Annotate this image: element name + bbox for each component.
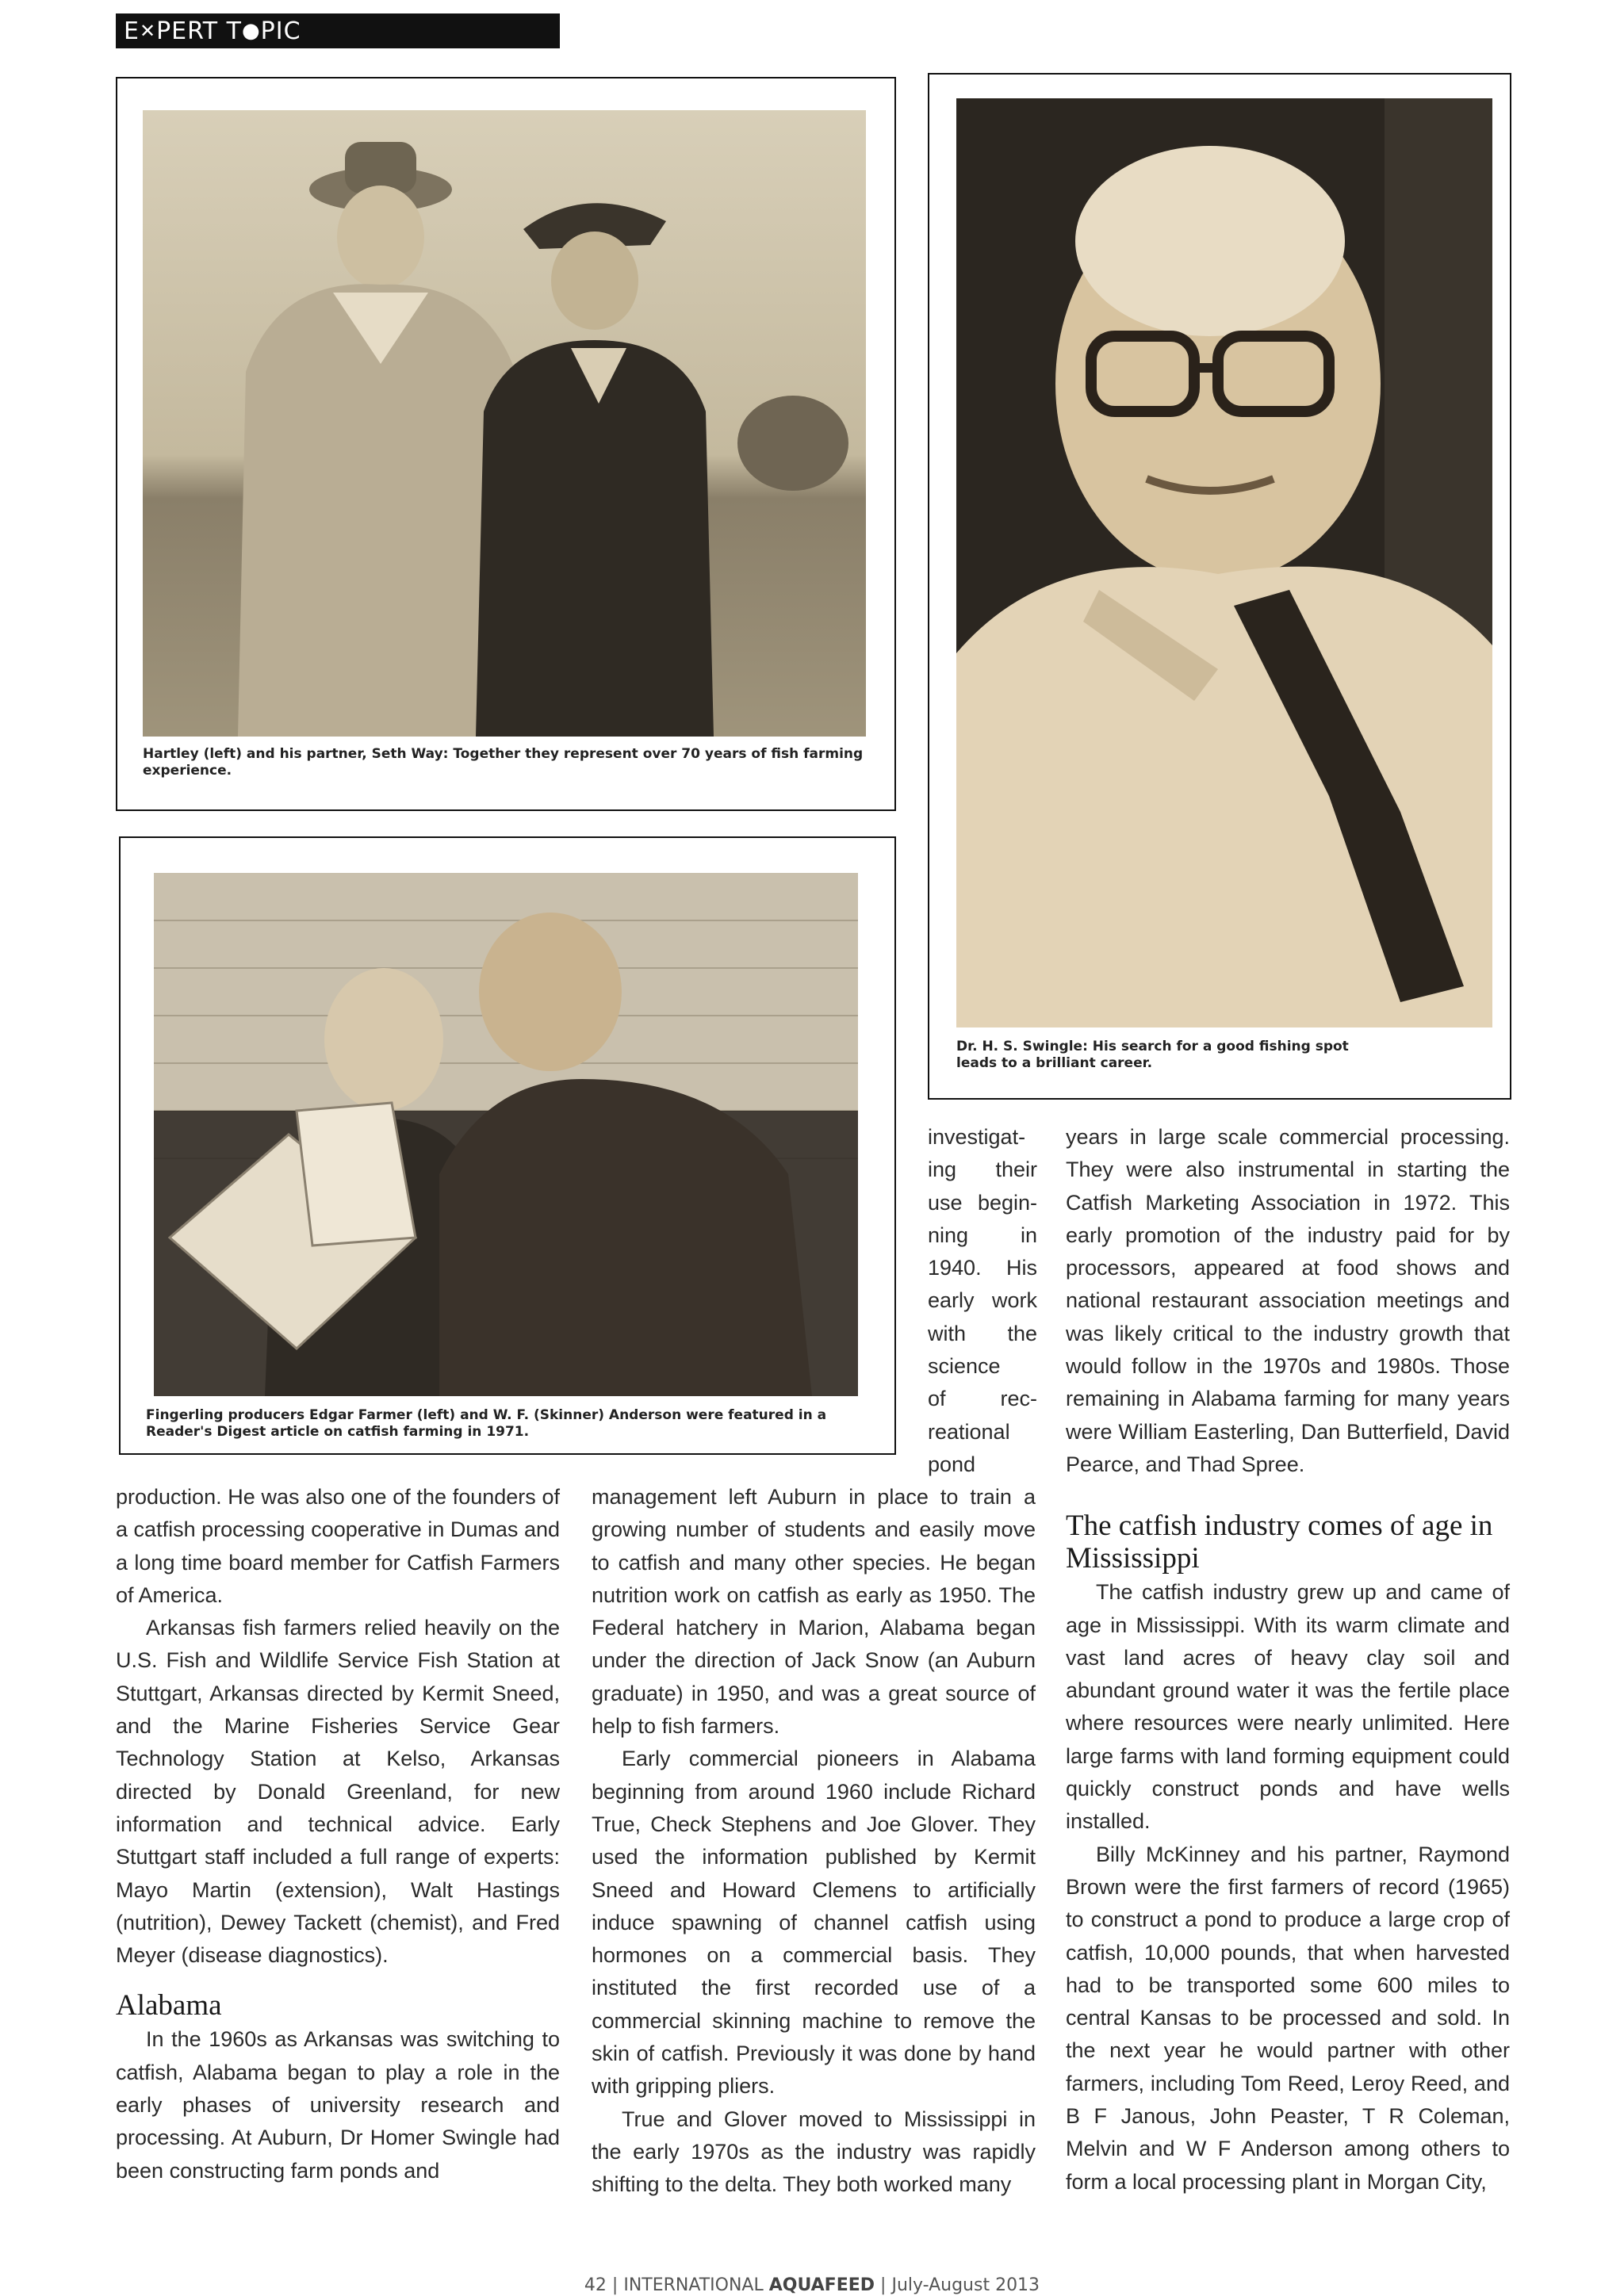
photo-swingle-illustration (956, 98, 1492, 1027)
topic-suffix: PIC (260, 17, 301, 45)
topic-o-icon: ● (241, 19, 261, 43)
expert-topic-header (116, 13, 560, 48)
narrow-line: reational (928, 1419, 1010, 1444)
col3-paragraph-1: years in large scale commercial processing. They were also instrumental in starting the Catfish Marketing Association in 1972. This early promotion of the industry paid for by processors, appeared at food shows and national restaurant association meetings and was likely critical to the industry growth that would follow in the 1970s and 1980s. Those remaining in Alabama farming for many years were William Easterling, Dan Butterfield, David Pearce, and Thad Spree. (1066, 1125, 1510, 1476)
col2-paragraph-3: True and Glover moved to Mississippi in the early 1970s as the industry was rapidly shifting to the delta. They both worked many (592, 2107, 1036, 2197)
col1-paragraph-1: production. He was also one of the founders of a catfish processing cooperative in Dumas and a long time board member for Catfish Farmers of America. (116, 1485, 560, 1607)
photo-farmer-anderson-illustration (154, 873, 858, 1396)
page-number: 42 (584, 2275, 607, 2295)
magazine-name-b: AQUAFEED (768, 2275, 875, 2295)
caption-photo2: Dr. H. S. Swingle: His search for a good fishing spot leads to a brilliant career. (956, 1039, 1349, 1071)
topic-prefix: E (124, 17, 140, 45)
column-2 (592, 1481, 1036, 2202)
photo-hartley-seth-way (143, 110, 866, 737)
column-3 (1066, 1121, 1510, 2198)
heading-alabama: Alabama (116, 1989, 222, 2022)
narrow-line: use begin- (928, 1190, 1037, 1215)
col1-paragraph-2: Arkansas fish farmers relied heavily on the U.S. Fish and Wildlife Service Fish Station at Stuttgart, Arkansas directed by Kermit Sneed, and the Marine Fisheries Service Gear Technology Station at Kelso, Arkansas directed by Donald Greenland, for new information and technical advice. Early Stuttgart staff included a full range of experts: Mayo Martin (extension), Walt Hastings (nutrition), Dewey Tackett (chemist), and Fred Meyer (disease diagnostics). (116, 1616, 560, 1968)
heading-mississippi: The catfish industry comes of age in Mississippi (1066, 1510, 1493, 1575)
narrow-line: ing their (928, 1158, 1037, 1182)
col3-paragraph-3: Billy McKinney and his partner, Raymond Brown were the first farmers of record (1965) to construct a pond to produce a large crop of catfish, 10,000 pounds, that when harvested had to be transported some 600 miles to central Kansas to be processed and sold. In the next year he would partner with other farmers, including Tom Reed, Leroy Reed, and B F Janous, John Peaster, T R Coleman, Melvin and W F Anderson among others to form a local processing plant in Morgan City, (1066, 1842, 1510, 2194)
narrow-line: of rec- (928, 1387, 1037, 1411)
photo-frame-hartley (116, 77, 896, 811)
caption-photo1: Hartley (left) and his partner, Seth Way: Together they represent over 70 years of fish farming experience. (143, 746, 864, 779)
narrow-line: investigat- (928, 1125, 1026, 1149)
col3-paragraph-2: The catfish industry grew up and came of age in Mississippi. With its warm climate and vast land acres of heavy clay soil and abundant ground water it was the fertile place where resources were nearly unlimited. Here large farms with land forming equipment could quickly construct ponds and have wells installed. (1066, 1580, 1510, 1834)
photo-hartley-illustration (143, 110, 866, 737)
col1-paragraph-3: In the 1960s as Arkansas was switching to catfish, Alabama began to play a role in the early phases of university research and processing. At Auburn, Dr Homer Swingle had been constructing farm ponds and (116, 2027, 560, 2183)
photo-swingle (956, 98, 1492, 1027)
narrow-line: science (928, 1354, 1001, 1379)
column-1 (116, 1481, 560, 2187)
topic-mid: PERT T (156, 17, 242, 45)
magazine-name-a: INTERNATIONAL (623, 2275, 764, 2295)
narrow-line: ning in (928, 1223, 1037, 1247)
col2-paragraph-1: management left Auburn in place to train a growing number of students and easily move to catfish and many other species. He began nutrition work on catfish as early as 1950. The Federal hatchery in Marion, Alabama began under the direction of Jack Snow (an Auburn graduate) in 1950, and was a great source of help to fish farmers. (592, 1485, 1036, 1739)
narrow-line: pond (928, 1452, 976, 1476)
topic-x-icon: ✕ (139, 20, 157, 42)
photo-frame-farmer-anderson (119, 836, 896, 1455)
narrow-column-text (928, 1121, 1037, 1481)
caption-photo3: Fingerling producers Edgar Farmer (left) and W. F. (Skinner) Anderson were featured in a Reader's Digest article on catfish farming in 1971. (146, 1407, 827, 1440)
narrow-line: with the (928, 1321, 1037, 1345)
photo-farmer-anderson (154, 873, 858, 1396)
narrow-line: early work (928, 1288, 1037, 1313)
col2-paragraph-2: Early commercial pioneers in Alabama beginning from around 1960 include Richard True, Check Stephens and Joe Glover. They used the information published by Kermit Sneed and Howard Clemens to artificially induce spawning of channel catfish using hormones on a commercial basis. They instituted the first recorded use of a commercial skinning machine to remove the skin of catfish. Previously it was done by hand with gripping pliers. (592, 1747, 1036, 2099)
page-footer: 42 | INTERNATIONAL AQUAFEED | July-August 2013 (584, 2275, 1040, 2295)
photo-frame-swingle (928, 73, 1511, 1100)
narrow-line: 1940. His (928, 1256, 1037, 1280)
issue-date: July-August 2013 (891, 2275, 1040, 2295)
